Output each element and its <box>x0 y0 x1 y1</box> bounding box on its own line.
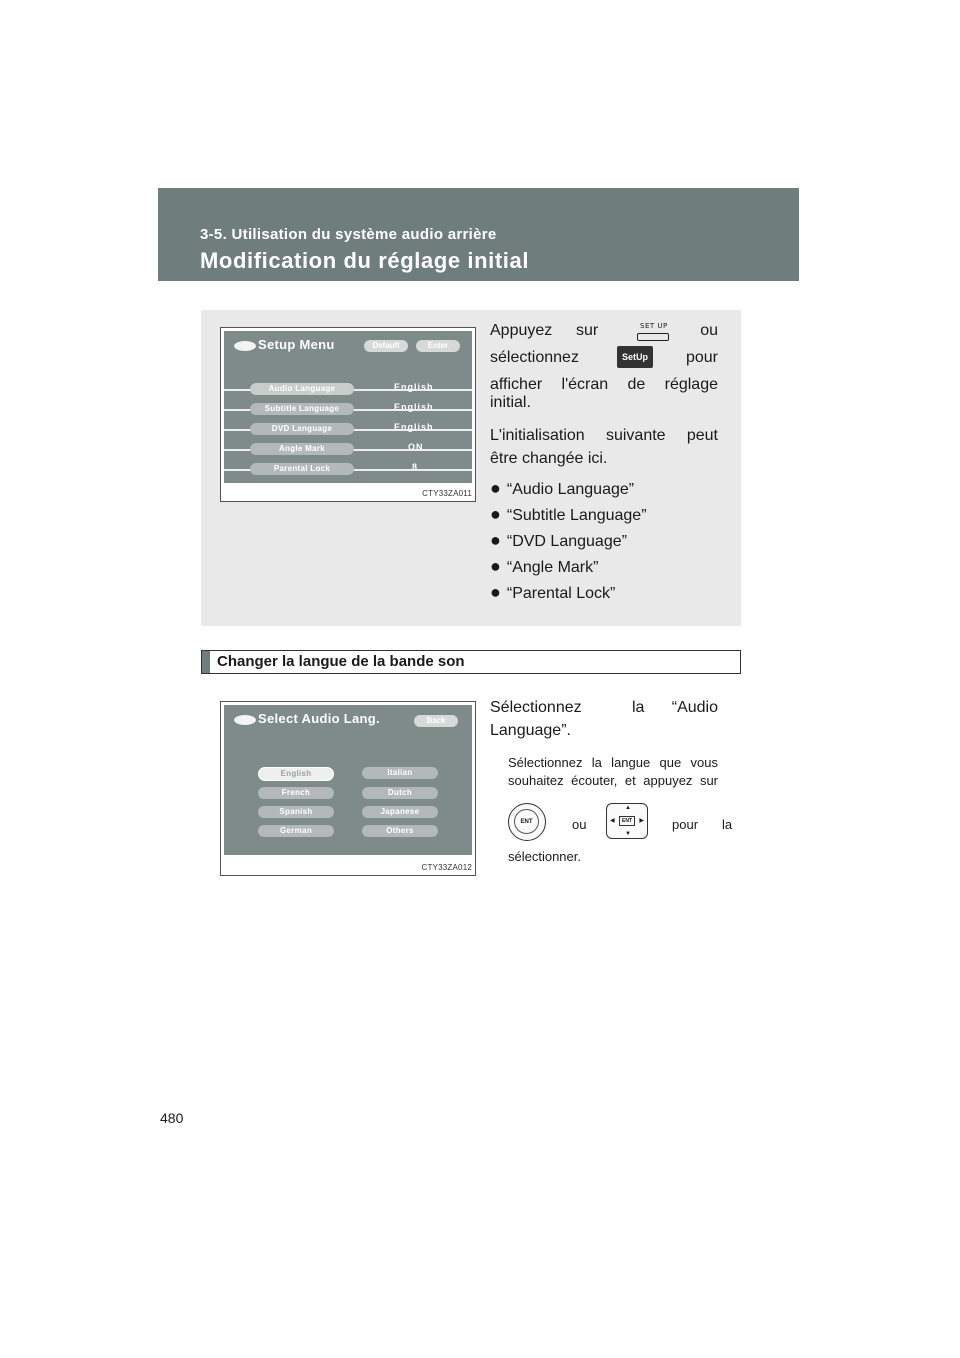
step-sub1: Sélectionnez la langue que vous <box>508 755 718 770</box>
english-option[interactable]: English <box>258 767 334 781</box>
ent-pad-icon: ▲ ▼ ◀ ▶ ENT <box>606 803 648 839</box>
figure-code: CTY33ZA011 <box>422 489 472 498</box>
figure-code: CTY33ZA012 <box>421 863 472 872</box>
disc-icon <box>234 341 256 351</box>
step-pour: pour <box>672 817 699 832</box>
default-button[interactable]: Default <box>364 340 408 352</box>
italian-option[interactable]: Italian <box>362 767 438 779</box>
bullet-item: ● “DVD Language” <box>490 530 627 550</box>
setup-button-icon: SetUp <box>617 346 653 368</box>
setup-menu-screen <box>224 331 472 483</box>
back-button[interactable]: Back <box>414 715 458 727</box>
setup-key-icon: SET UP <box>636 322 672 346</box>
step-la: la <box>722 817 733 832</box>
parental-lock-item[interactable]: Parental Lock <box>250 463 354 475</box>
subsection-title: Changer la langue de la bande son <box>217 653 465 670</box>
dvd-language-item[interactable]: DVD Language <box>250 423 354 435</box>
subsection-header <box>201 650 741 674</box>
angle-mark-value: ON <box>408 442 424 452</box>
others-option[interactable]: Others <box>362 825 438 837</box>
page-title: Modification du réglage initial <box>200 248 530 273</box>
select-audio-screen <box>224 705 472 855</box>
intro-line4: initial. <box>490 394 531 411</box>
bullet-item: ● “Subtitle Language” <box>490 504 647 524</box>
french-option[interactable]: French <box>258 787 334 799</box>
ent-knob-icon: ENT <box>508 803 546 841</box>
section-header <box>158 188 799 281</box>
german-option[interactable]: German <box>258 825 334 837</box>
step-line1: Sélectionnez la “Audio <box>490 699 718 716</box>
audio-language-value: English <box>394 382 434 392</box>
spanish-option[interactable]: Spanish <box>258 806 334 818</box>
dutch-option[interactable]: Dutch <box>362 787 438 799</box>
disc-icon <box>234 715 256 725</box>
japanese-option[interactable]: Japanese <box>362 806 438 818</box>
angle-mark-item[interactable]: Angle Mark <box>250 443 354 455</box>
dvd-language-value: English <box>394 422 434 432</box>
parental-lock-value: 8 <box>412 462 419 472</box>
step-sub4: sélectionner. <box>508 849 581 864</box>
select-audio-figure <box>220 701 476 876</box>
step-or: ou <box>572 817 587 832</box>
step-line2: Language”. <box>490 722 571 739</box>
bullet-item: ● “Audio Language” <box>490 478 635 498</box>
bullet-item: ● “Angle Mark” <box>490 556 599 576</box>
intro-line5: L'initialisation suivante peut <box>490 427 718 444</box>
intro-line1: Appuyez sur ou <box>490 322 718 339</box>
intro-line2: sélectionnez pour <box>490 349 718 366</box>
setup-menu-figure <box>220 327 476 502</box>
setup-menu-title: Setup Menu <box>258 337 335 352</box>
bullet-item: ● “Parental Lock” <box>490 582 616 602</box>
enter-button[interactable]: Enter <box>416 340 460 352</box>
subtitle-language-value: English <box>394 402 434 412</box>
subtitle-language-item[interactable]: Subtitle Language <box>250 403 354 415</box>
section-number: 3-5. Utilisation du système audio arrière <box>200 226 497 243</box>
page-number: 480 <box>160 1110 184 1126</box>
audio-language-item[interactable]: Audio Language <box>250 383 354 395</box>
intro-line6: être changée ici. <box>490 450 608 467</box>
select-audio-title: Select Audio Lang. <box>258 711 380 726</box>
step-sub2: souhaitez écouter, et appuyez sur <box>508 773 718 788</box>
intro-line3: afficher l'écran de réglage <box>490 376 718 393</box>
